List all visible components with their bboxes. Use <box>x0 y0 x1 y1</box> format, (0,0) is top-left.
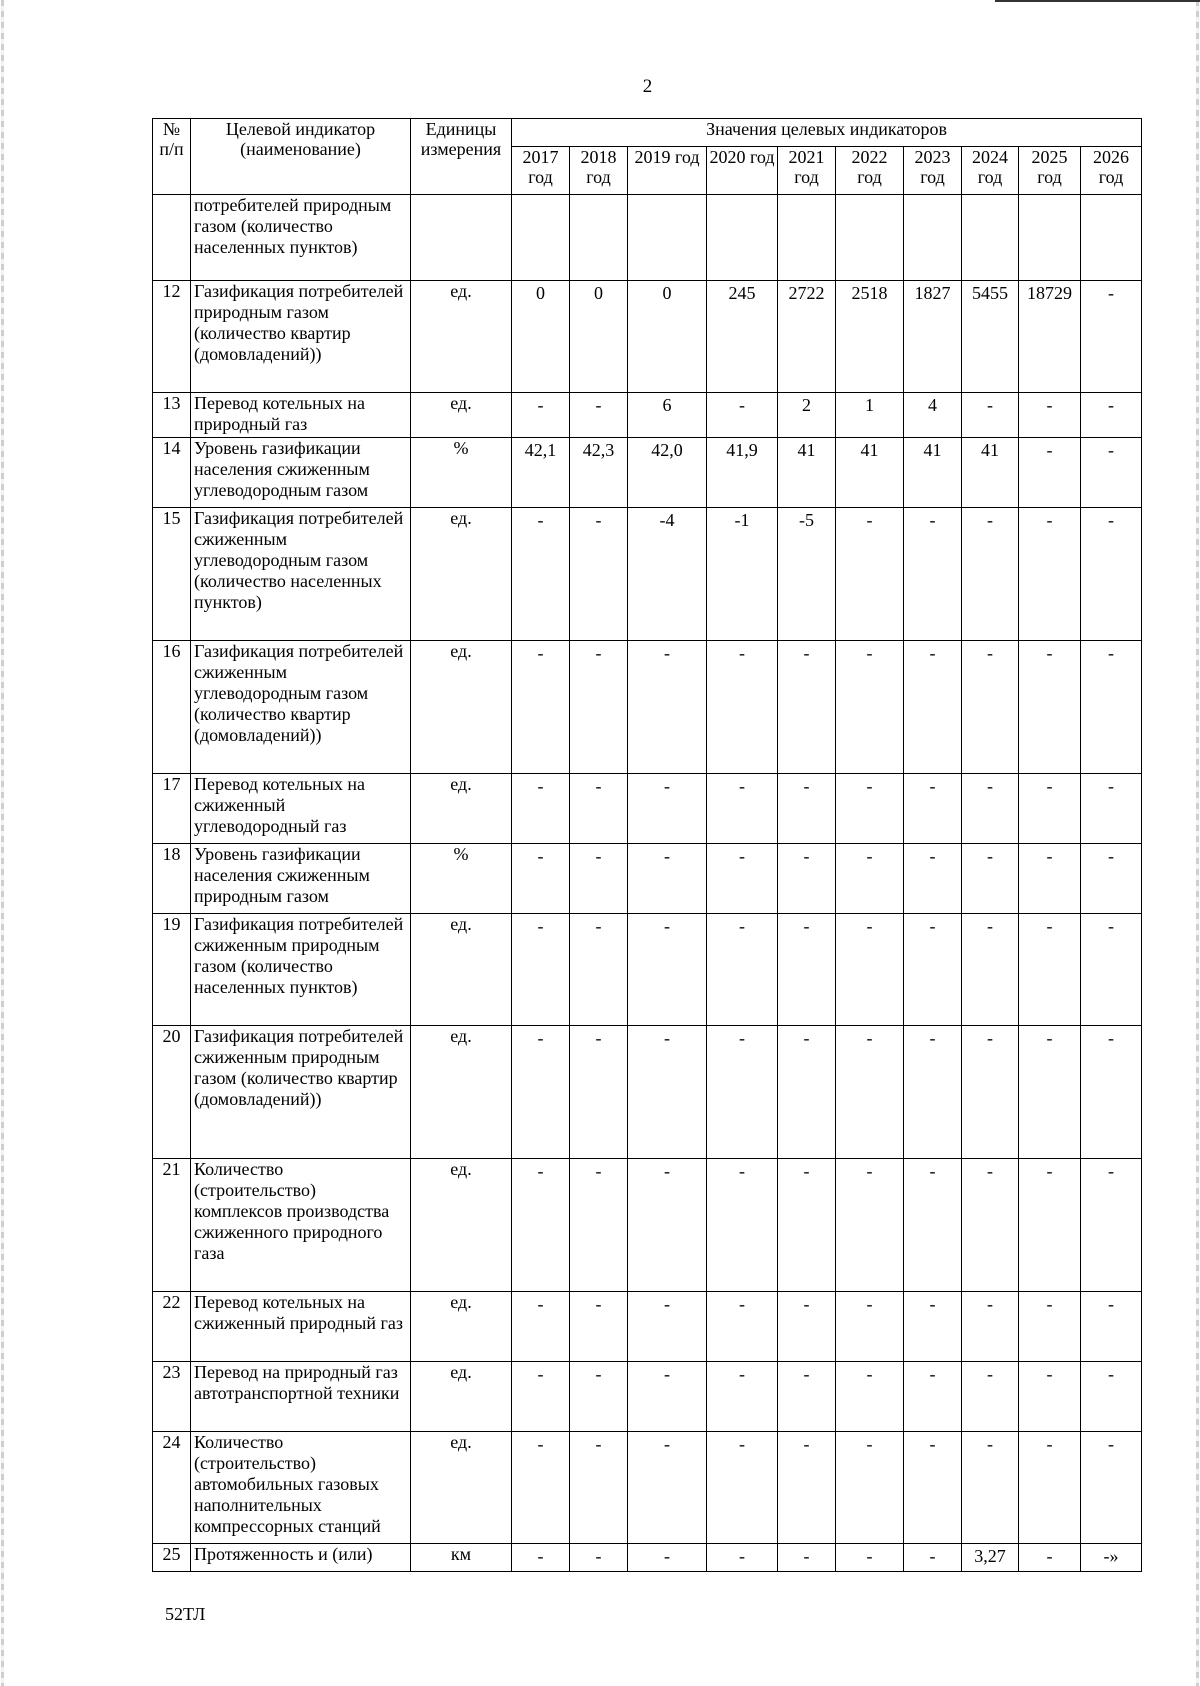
indicator-name: Количество (строительство) комплексов производства сжиженного природного газа <box>191 1159 411 1292</box>
value-cell: 4 <box>904 393 962 438</box>
header-year: 2018 год <box>570 147 628 195</box>
value-cell: - <box>628 1159 707 1292</box>
row-number: 21 <box>153 1159 191 1292</box>
value-cell: - <box>904 1026 962 1159</box>
value-cell <box>778 195 836 281</box>
header-year: 2022 год <box>836 147 904 195</box>
unit-cell: ед. <box>411 914 512 1026</box>
value-cell: - <box>836 844 904 914</box>
indicator-name: Перевод котельных на сжиженный углеводородный газ <box>191 774 411 844</box>
value-cell: - <box>707 1292 778 1362</box>
value-cell: - <box>962 1432 1019 1544</box>
value-cell: - <box>962 914 1019 1026</box>
table-row <box>153 914 1142 1026</box>
unit-cell: % <box>411 844 512 914</box>
value-cell: - <box>628 844 707 914</box>
value-cell <box>707 195 778 281</box>
value-cell: - <box>570 1026 628 1159</box>
value-cell: - <box>707 641 778 774</box>
value-cell: -1 <box>707 508 778 641</box>
value-cell: 41 <box>962 438 1019 508</box>
row-number: 25 <box>153 1544 191 1572</box>
value-cell: - <box>778 844 836 914</box>
value-cell: 41 <box>904 438 962 508</box>
indicator-name: Газификация потребителей сжиженным природным газом (количество населенных пунктов) <box>191 914 411 1026</box>
table-row <box>153 774 1142 844</box>
value-cell: - <box>836 641 904 774</box>
value-cell: 0 <box>570 281 628 393</box>
row-number: 12 <box>153 281 191 393</box>
unit-cell: ед. <box>411 774 512 844</box>
table-row <box>153 508 1142 641</box>
value-cell: - <box>1081 1159 1142 1292</box>
value-cell: - <box>904 1544 962 1572</box>
header-year: 2019 год <box>628 147 707 195</box>
table-row <box>153 1026 1142 1159</box>
value-cell: - <box>628 1292 707 1362</box>
value-cell: 2518 <box>836 281 904 393</box>
value-cell: - <box>962 1026 1019 1159</box>
value-cell: 0 <box>628 281 707 393</box>
value-cell: - <box>570 1292 628 1362</box>
value-cell: - <box>1019 1026 1081 1159</box>
indicator-name: Газификация потребителей сжиженным углеводородным газом (количество квартир (домовладений)) <box>191 641 411 774</box>
page-number: 2 <box>642 76 653 97</box>
value-cell: - <box>962 393 1019 438</box>
row-number: 14 <box>153 438 191 508</box>
value-cell: - <box>1019 1292 1081 1362</box>
value-cell: - <box>512 1026 570 1159</box>
value-cell: - <box>707 1544 778 1572</box>
table-row <box>153 1362 1142 1432</box>
top-rule <box>995 0 1200 2</box>
value-cell: 1827 <box>904 281 962 393</box>
row-number: 22 <box>153 1292 191 1362</box>
value-cell: - <box>628 1362 707 1432</box>
value-cell: - <box>512 914 570 1026</box>
header-row-1 <box>153 119 1142 147</box>
value-cell: - <box>512 508 570 641</box>
indicator-name: Уровень газификации населения сжиженным природным газом <box>191 844 411 914</box>
value-cell <box>512 195 570 281</box>
value-cell <box>628 195 707 281</box>
table-row <box>153 641 1142 774</box>
value-cell: - <box>1081 844 1142 914</box>
header-year: 2021 год <box>778 147 836 195</box>
value-cell: 2722 <box>778 281 836 393</box>
indicator-name: Уровень газификации населения сжиженным углеводородным газом <box>191 438 411 508</box>
value-cell: 1 <box>836 393 904 438</box>
value-cell: - <box>707 1432 778 1544</box>
value-cell: - <box>904 1362 962 1432</box>
value-cell: - <box>836 508 904 641</box>
row-number: 18 <box>153 844 191 914</box>
indicator-name: Перевод котельных на сжиженный природный газ <box>191 1292 411 1362</box>
value-cell: - <box>1081 1362 1142 1432</box>
value-cell: 2 <box>778 393 836 438</box>
header-year: 2017 год <box>512 147 570 195</box>
value-cell: - <box>570 508 628 641</box>
row-number <box>153 195 191 281</box>
value-cell: - <box>707 914 778 1026</box>
table-row <box>153 393 1142 438</box>
value-cell: - <box>512 641 570 774</box>
indicator-name: Количество (строительство) автомобильных газовых наполнительных компрессорных станций <box>191 1432 411 1544</box>
table-row <box>153 1292 1142 1362</box>
value-cell: - <box>962 1362 1019 1432</box>
value-cell: 0 <box>512 281 570 393</box>
value-cell: - <box>1019 844 1081 914</box>
indicators-table <box>152 118 1142 1572</box>
value-cell: 3,27 <box>962 1544 1019 1572</box>
value-cell: 41 <box>778 438 836 508</box>
value-cell: - <box>512 1432 570 1544</box>
value-cell: - <box>707 1159 778 1292</box>
row-number: 17 <box>153 774 191 844</box>
value-cell: - <box>778 1292 836 1362</box>
value-cell: - <box>1081 1292 1142 1362</box>
table-row <box>153 1159 1142 1292</box>
value-cell: - <box>778 641 836 774</box>
value-cell: - <box>707 844 778 914</box>
value-cell: - <box>904 508 962 641</box>
value-cell: - <box>962 1159 1019 1292</box>
value-cell: - <box>570 1159 628 1292</box>
unit-cell: ед. <box>411 1432 512 1544</box>
value-cell: - <box>1019 1432 1081 1544</box>
unit-cell: км <box>411 1544 512 1572</box>
value-cell: - <box>1081 508 1142 641</box>
row-number: 15 <box>153 508 191 641</box>
value-cell: - <box>707 393 778 438</box>
indicator-name: Перевод котельных на природный газ <box>191 393 411 438</box>
value-cell: -5 <box>778 508 836 641</box>
value-cell: - <box>1019 438 1081 508</box>
value-cell: - <box>962 844 1019 914</box>
value-cell: - <box>512 844 570 914</box>
value-cell: - <box>904 1159 962 1292</box>
row-number: 20 <box>153 1026 191 1159</box>
table-row <box>153 438 1142 508</box>
value-cell: - <box>628 914 707 1026</box>
value-cell: - <box>570 1544 628 1572</box>
value-cell: - <box>628 774 707 844</box>
value-cell <box>1081 195 1142 281</box>
value-cell: - <box>962 641 1019 774</box>
header-year: 2020 год <box>707 147 778 195</box>
row-number: 24 <box>153 1432 191 1544</box>
unit-cell: ед. <box>411 641 512 774</box>
value-cell: - <box>512 1292 570 1362</box>
value-cell: - <box>962 774 1019 844</box>
value-cell: 42,0 <box>628 438 707 508</box>
value-cell: - <box>778 914 836 1026</box>
header-unit: Единицы измерения <box>411 119 512 195</box>
value-cell: - <box>904 641 962 774</box>
value-cell: - <box>778 1432 836 1544</box>
value-cell: 5455 <box>962 281 1019 393</box>
value-cell: - <box>904 1432 962 1544</box>
value-cell: - <box>628 1432 707 1544</box>
value-cell: - <box>628 1544 707 1572</box>
value-cell: 42,3 <box>570 438 628 508</box>
value-cell: - <box>836 1432 904 1544</box>
indicator-name: потребителей природным газом (количество населенных пунктов) <box>191 195 411 281</box>
value-cell: - <box>570 1432 628 1544</box>
value-cell: - <box>778 1159 836 1292</box>
value-cell <box>962 195 1019 281</box>
value-cell: - <box>707 1026 778 1159</box>
unit-cell: ед. <box>411 281 512 393</box>
value-cell: - <box>1081 281 1142 393</box>
value-cell: - <box>778 1544 836 1572</box>
indicator-name: Газификация потребителей сжиженным природным газом (количество квартир (домовладений)) <box>191 1026 411 1159</box>
value-cell: - <box>628 1026 707 1159</box>
value-cell: - <box>512 1544 570 1572</box>
header-year: 2026 год <box>1081 147 1142 195</box>
footer-code: 52ТЛ <box>165 1604 206 1624</box>
value-cell: - <box>904 844 962 914</box>
value-cell: - <box>1019 774 1081 844</box>
scan-edge-left <box>1 0 4 1686</box>
value-cell: - <box>1081 1432 1142 1544</box>
value-cell: - <box>904 1292 962 1362</box>
value-cell <box>570 195 628 281</box>
value-cell: 18729 <box>1019 281 1081 393</box>
unit-cell: ед. <box>411 1292 512 1362</box>
table-row <box>153 844 1142 914</box>
value-cell: 41,9 <box>707 438 778 508</box>
value-cell <box>836 195 904 281</box>
value-cell: - <box>778 774 836 844</box>
value-cell: - <box>1019 1362 1081 1432</box>
value-cell <box>1019 195 1081 281</box>
table-row <box>153 1432 1142 1544</box>
value-cell: - <box>570 641 628 774</box>
unit-cell: ед. <box>411 393 512 438</box>
header-year: 2024 год <box>962 147 1019 195</box>
value-cell: -» <box>1081 1544 1142 1572</box>
value-cell: - <box>1019 1159 1081 1292</box>
row-number: 19 <box>153 914 191 1026</box>
unit-cell: ед. <box>411 1159 512 1292</box>
scan-edge-right <box>1196 0 1199 1686</box>
value-cell: - <box>836 774 904 844</box>
value-cell: - <box>836 1026 904 1159</box>
value-cell: - <box>836 1159 904 1292</box>
value-cell: 42,1 <box>512 438 570 508</box>
unit-cell: ед. <box>411 1026 512 1159</box>
row-number: 16 <box>153 641 191 774</box>
unit-cell: ед. <box>411 1362 512 1432</box>
value-cell: - <box>570 774 628 844</box>
header-name: Целевой индикатор (наименование) <box>191 119 411 195</box>
value-cell: - <box>1019 508 1081 641</box>
value-cell: - <box>904 774 962 844</box>
value-cell: - <box>836 1362 904 1432</box>
indicator-name: Газификация потребителей сжиженным углеводородным газом (количество населенных пунктов) <box>191 508 411 641</box>
value-cell: - <box>836 914 904 1026</box>
indicator-name: Перевод на природный газ автотранспортной техники <box>191 1362 411 1432</box>
header-year: 2025 год <box>1019 147 1081 195</box>
value-cell: - <box>1081 914 1142 1026</box>
value-cell: - <box>628 641 707 774</box>
row-number: 23 <box>153 1362 191 1432</box>
table-row <box>153 195 1142 281</box>
value-cell: - <box>570 393 628 438</box>
value-cell: - <box>1019 641 1081 774</box>
value-cell: - <box>1019 914 1081 1026</box>
value-cell: - <box>836 1292 904 1362</box>
value-cell: - <box>512 774 570 844</box>
value-cell: - <box>1081 393 1142 438</box>
value-cell: - <box>707 1362 778 1432</box>
value-cell: - <box>1081 641 1142 774</box>
header-values-group: Значения целевых индикаторов <box>512 119 1142 147</box>
unit-cell <box>411 195 512 281</box>
value-cell: - <box>962 1292 1019 1362</box>
indicator-name: Газификация потребителей природным газом (количество квартир (домовладений)) <box>191 281 411 393</box>
value-cell: - <box>512 1159 570 1292</box>
value-cell: - <box>512 1362 570 1432</box>
value-cell: - <box>570 914 628 1026</box>
value-cell: - <box>707 774 778 844</box>
value-cell: - <box>1019 1544 1081 1572</box>
table-row <box>153 1544 1142 1572</box>
value-cell: - <box>1019 393 1081 438</box>
value-cell <box>904 195 962 281</box>
indicator-name: Протяженность и (или) <box>191 1544 411 1572</box>
value-cell: 6 <box>628 393 707 438</box>
value-cell: - <box>778 1026 836 1159</box>
value-cell: - <box>778 1362 836 1432</box>
value-cell: 245 <box>707 281 778 393</box>
header-num: № п/п <box>153 119 191 195</box>
value-cell: - <box>512 393 570 438</box>
unit-cell: ед. <box>411 508 512 641</box>
table-row <box>153 281 1142 393</box>
value-cell: 41 <box>836 438 904 508</box>
value-cell: - <box>570 1362 628 1432</box>
value-cell: - <box>962 508 1019 641</box>
header-year: 2023 год <box>904 147 962 195</box>
unit-cell: % <box>411 438 512 508</box>
row-number: 13 <box>153 393 191 438</box>
value-cell: - <box>1081 438 1142 508</box>
value-cell: - <box>570 844 628 914</box>
value-cell: -4 <box>628 508 707 641</box>
value-cell: - <box>904 914 962 1026</box>
value-cell: - <box>1081 1026 1142 1159</box>
value-cell: - <box>836 1544 904 1572</box>
value-cell: - <box>1081 774 1142 844</box>
